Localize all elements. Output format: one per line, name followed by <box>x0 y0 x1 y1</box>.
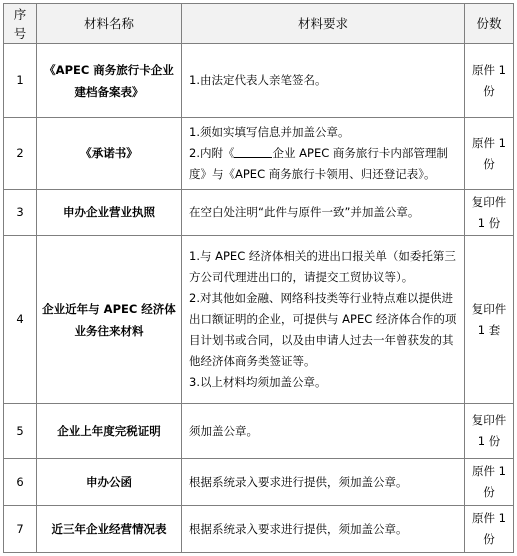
row-requirement <box>182 44 465 118</box>
row-copies: 复印件 1 套 <box>465 236 514 404</box>
requirement-line <box>189 143 459 185</box>
table-row <box>4 44 514 118</box>
row-requirement <box>182 236 465 404</box>
table-row <box>4 506 514 553</box>
requirement-line: 1.与 APEC 经济体相关的进出口报关单（如委托第三方公司代理进出口的，请提交工贸协议等）。 <box>189 249 456 284</box>
row-name: 申办公函 <box>37 459 182 506</box>
header-row <box>4 4 514 44</box>
row-requirement <box>182 404 465 459</box>
row-index: 4 <box>4 236 37 404</box>
fill-in-blank <box>234 144 272 158</box>
requirement-line: 2.对其他如金融、网络科技类等行业特点难以提供进出口额证明的企业，可提供与 APEC 经济体合作的项目计划书或合同，以及由申请人过去一年曾获发的其他经济体商务类签证等。 <box>189 291 457 368</box>
requirement-line2-before: 2.内附《 <box>189 146 235 160</box>
row-copies: 原件 1 份 <box>465 44 514 118</box>
row-copies: 复印件 1 份 <box>465 404 514 459</box>
header-index: 序号 <box>4 4 37 44</box>
header-copies: 份数 <box>465 4 514 44</box>
row-name: 企业近年与 APEC 经济体业务往来材料 <box>37 236 182 404</box>
header-requirement: 材料要求 <box>182 4 465 44</box>
requirement-line: 根据系统录入要求进行提供，须加盖公章。 <box>189 521 408 536</box>
row-index: 6 <box>4 459 37 506</box>
requirement-line: 根据系统录入要求进行提供，须加盖公章。 <box>189 474 408 489</box>
row-copies: 原件 1 份 <box>465 506 514 553</box>
row-copies: 原件 1 份 <box>465 118 514 190</box>
row-index: 2 <box>4 118 37 190</box>
table-row <box>4 118 514 190</box>
row-name: 企业上年度完税证明 <box>37 404 182 459</box>
requirement-line: 3.以上材料均须加盖公章。 <box>189 375 327 389</box>
requirement-line2-after: 企业 APEC 商务旅行卡内部管理制度》与《APEC 商务旅行卡领用、归还登记表》。 <box>189 146 448 181</box>
row-index: 7 <box>4 506 37 553</box>
row-name: 《APEC 商务旅行卡企业建档备案表》 <box>37 44 182 118</box>
table-row <box>4 190 514 236</box>
row-copies: 复印件 1 份 <box>465 190 514 236</box>
row-requirement <box>182 506 465 553</box>
table-row <box>4 459 514 506</box>
row-requirement <box>182 190 465 236</box>
row-name: 《承诺书》 <box>37 118 182 190</box>
table-row <box>4 236 514 404</box>
row-name: 申办企业营业执照 <box>37 190 182 236</box>
row-index: 5 <box>4 404 37 459</box>
requirement-line: 须加盖公章。 <box>189 423 258 438</box>
requirement-line: 在空白处注明“此件与原件一致”并加盖公章。 <box>189 205 420 219</box>
requirement-line: 1.须如实填写信息并加盖公章。 <box>189 125 350 139</box>
row-copies: 原件 1 份 <box>465 459 514 506</box>
row-index: 1 <box>4 44 37 118</box>
row-requirement <box>182 118 465 190</box>
row-requirement <box>182 459 465 506</box>
header-name: 材料名称 <box>37 4 182 44</box>
row-index: 3 <box>4 190 37 236</box>
table-row <box>4 404 514 459</box>
materials-table <box>3 3 514 553</box>
row-name: 近三年企业经营情况表 <box>37 506 182 553</box>
requirement-line: 1.由法定代表人亲笔签名。 <box>189 73 327 87</box>
